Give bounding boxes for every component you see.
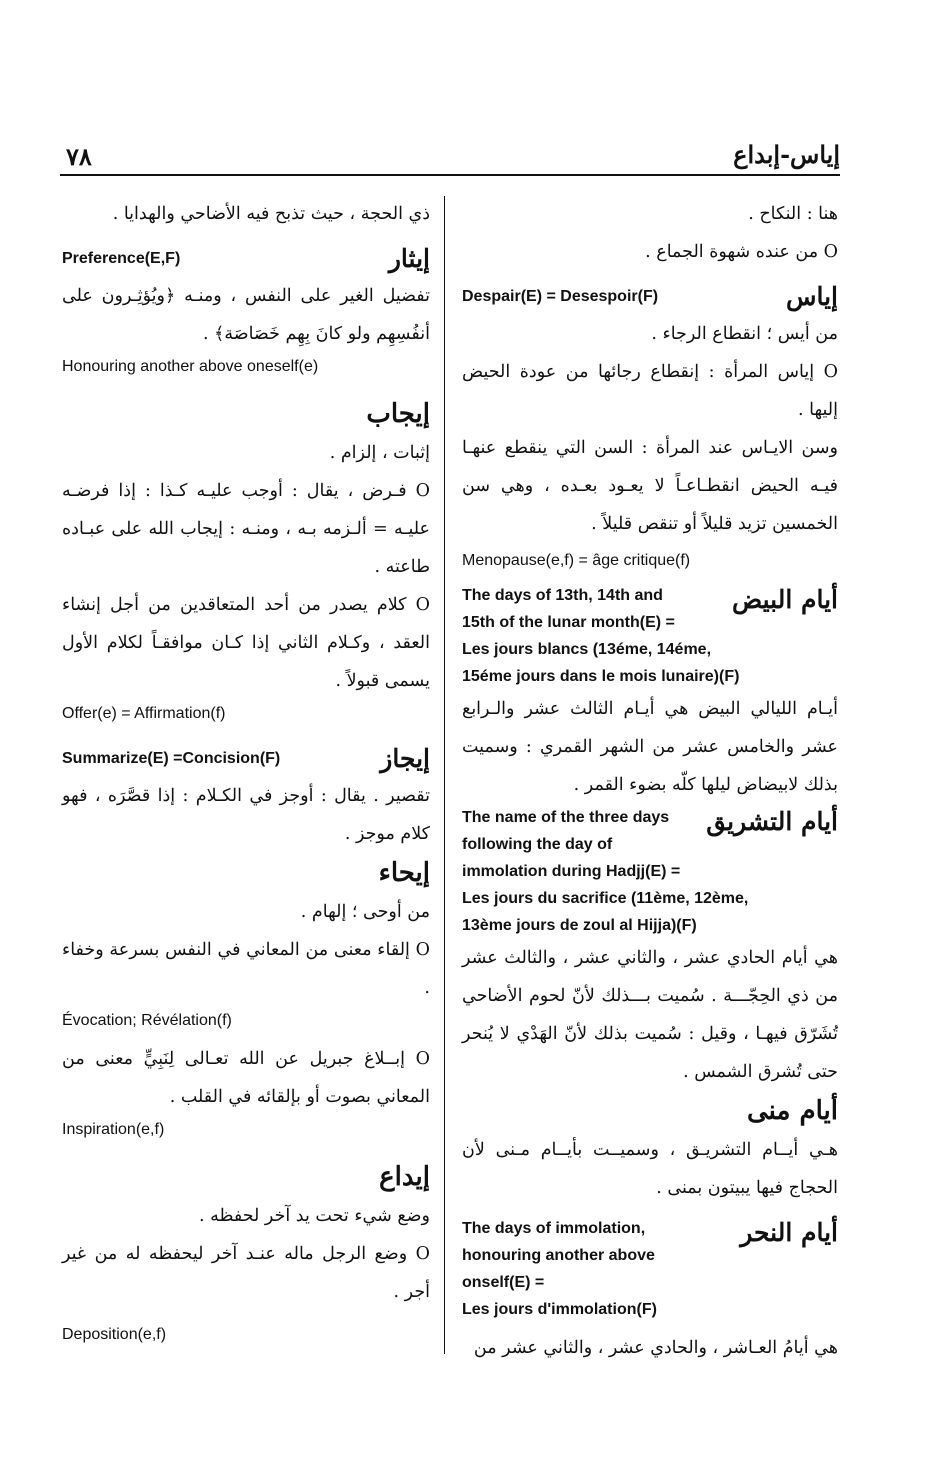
entry-text: O إياس المرأة : إنقطاع رجائها من عودة الحيض إليها . <box>462 362 838 420</box>
entry-translation: Preference(E,F) <box>62 250 181 267</box>
entry-text: من أوحى ؛ إلهام . <box>300 902 430 922</box>
entry-text: O فـرض ، يقال : أوجب عليـه كـذا : إذا فرضـه عليـه = ألـزمه بـه ، ومنـه : إيجاب الله على عبـاده طاعته . <box>62 481 430 577</box>
entry-gloss: Deposition(e,f) <box>62 1326 167 1343</box>
entry-translation: onself(E) = <box>462 1274 545 1291</box>
entry-gloss: Honouring another above oneself(e) <box>62 358 319 375</box>
entry-gloss: Offer(e) = Affirmation(f) <box>62 705 226 722</box>
header-rule <box>60 174 840 176</box>
intro-line: ذي الحجة ، حيث تذبح فيه الأضاحي والهدايا . <box>112 204 430 224</box>
entry-gloss: Évocation; Révélation(f) <box>62 1012 232 1029</box>
entry-text: تقصير . يقال : أوجز في الكـلام : إذا قصَّرَه ، فهو كلام موجز . <box>62 786 430 844</box>
entry-ijaz <box>62 741 430 853</box>
entry-translation: Despair(E) = Desespoir(F) <box>462 288 659 305</box>
entry-text: O إلقاء معنى من المعاني في النفس بسرعة وخفاء . <box>62 940 430 998</box>
headword: إيحاء <box>378 858 430 888</box>
entry-translation: Les jours d'immolation(F) <box>462 1301 657 1318</box>
entry-gloss: Menopause(e,f) = âge critique(f) <box>462 552 691 569</box>
entry-ayyam-nahr <box>462 1215 838 1367</box>
entry-translation: 15éme jours dans le mois lunaire)(F) <box>462 668 740 685</box>
entry-translation: Les jours du sacrifice (11ème, 12ème, <box>462 890 749 907</box>
entry-translation: Summarize(E) =Concision(F) <box>62 750 281 767</box>
entry-text: هي أيامُ العـاشر ، والحادي عشر ، والثاني عشر من <box>473 1338 838 1358</box>
entry-translation: 13ème jours de zoul al Hijja)(F) <box>462 917 697 934</box>
entry-ihaa <box>62 853 430 1143</box>
page-header <box>60 138 840 178</box>
entry-translation: The days of 13th, 14th and <box>462 587 663 604</box>
entry-text: من أيس ؛ انقطاع الرجاء . <box>651 324 838 344</box>
entry-iyas <box>462 279 838 574</box>
entry-translation: immolation during Hadjj(E) = <box>462 863 681 880</box>
headword: إيجاز <box>380 744 430 773</box>
headword: أيام النحر <box>740 1218 838 1247</box>
entry-text: وسن الايـاس عند المرأة : السن التي ينقطع عنهـا فيـه الحيض انقطـاعـاً لا يعـود بعـده ، وهي سن الخمسين تزيد قليلاً أو تنقص قليلاً . <box>462 438 838 534</box>
entry-translation: The name of the three days <box>462 809 670 826</box>
page-number: ٧٨ <box>66 142 92 171</box>
headword: أيام منى <box>747 1096 838 1126</box>
headword: إياس <box>785 282 838 311</box>
entry-text: إثبات ، إلزام . <box>329 443 430 463</box>
entry-text: أيـام الليالي البيض هي أيـام الثالث عشر والـرابع عشر والخامس عشر من الشهر القمري : وسميت بذلك لابيضاض ليلها كلّه بضوء القمر . <box>462 699 838 795</box>
entry-translation: The days of immolation, <box>462 1220 646 1237</box>
entry-ayyam-bid <box>462 582 838 804</box>
headword: إيداع <box>379 1162 430 1192</box>
entry-text: O وضع الرجل ماله عنـد آخر ليحفظه له من غير أجر . <box>62 1244 430 1302</box>
entry-translation: honouring another above <box>462 1247 655 1264</box>
entry-idaa <box>62 1157 430 1348</box>
entry-ayyam-tashriq <box>462 804 838 1091</box>
entry-text: O إبــلاغ جبريل عن الله تعـالى لِنَبِيٍّ معنى من المعاني بصوت أو بإلقائه في القلب . <box>62 1049 430 1107</box>
entry-text: تفضيل الغير على النفس ، ومنـه ﴿ويُؤثِـرون على أنفُسِهِم ولو كانَ بِهِم خَصَاصَة﴾ . <box>62 286 430 344</box>
entry-text: O كلام يصدر من أحد المتعاقدين من أجل إنشاء العقد ، وكـلام الثاني إذا كـان موافقـاً لكلام الأول يسمى قبولاً . <box>62 595 430 691</box>
entry-translation: 15th of the lunar month(E) = <box>462 614 675 631</box>
column-divider <box>444 196 445 1354</box>
entry-ijab <box>62 394 430 727</box>
headword: إيثار <box>388 244 430 273</box>
entry-gloss: Inspiration(e,f) <box>62 1121 165 1138</box>
left-column <box>62 195 430 1348</box>
entry-translation: Les jours blancs (13éme, 14éme, <box>462 641 712 658</box>
entry-text: هي أيام الحادي عشر ، والثاني عشر ، والثالث عشر من ذي الحِجّـــة . سُميت بـــذلك لأنّ لحوم الأضاحي تُشَرّق فيهـا ، وقيل : سُميت بذلك لأنّ الهَدْي لا يُنحر حتى تُشرق الشمس . <box>462 948 838 1082</box>
entry-ithar <box>62 241 430 380</box>
intro-line: هنا : النكاح . <box>748 204 838 224</box>
entry-text: هـي أيــام التشريـق ، وسميــت بأيــام مـنى لأن الحجاج فيها يبيتون بمنى . <box>462 1140 838 1198</box>
right-column <box>462 195 838 1367</box>
entry-ayyam-mina <box>462 1091 838 1207</box>
running-title: إياس-إبداع <box>733 140 840 169</box>
entry-translation: following the day of <box>462 836 613 853</box>
headword: أيام التشريق <box>706 807 838 836</box>
entry-text: وضع شيء تحت يد آخر لحفظه . <box>198 1206 430 1226</box>
headword: إيجاب <box>366 399 430 429</box>
headword: أيام البيض <box>732 585 838 614</box>
intro-line: O من عنده شهوة الجماع . <box>645 242 838 262</box>
